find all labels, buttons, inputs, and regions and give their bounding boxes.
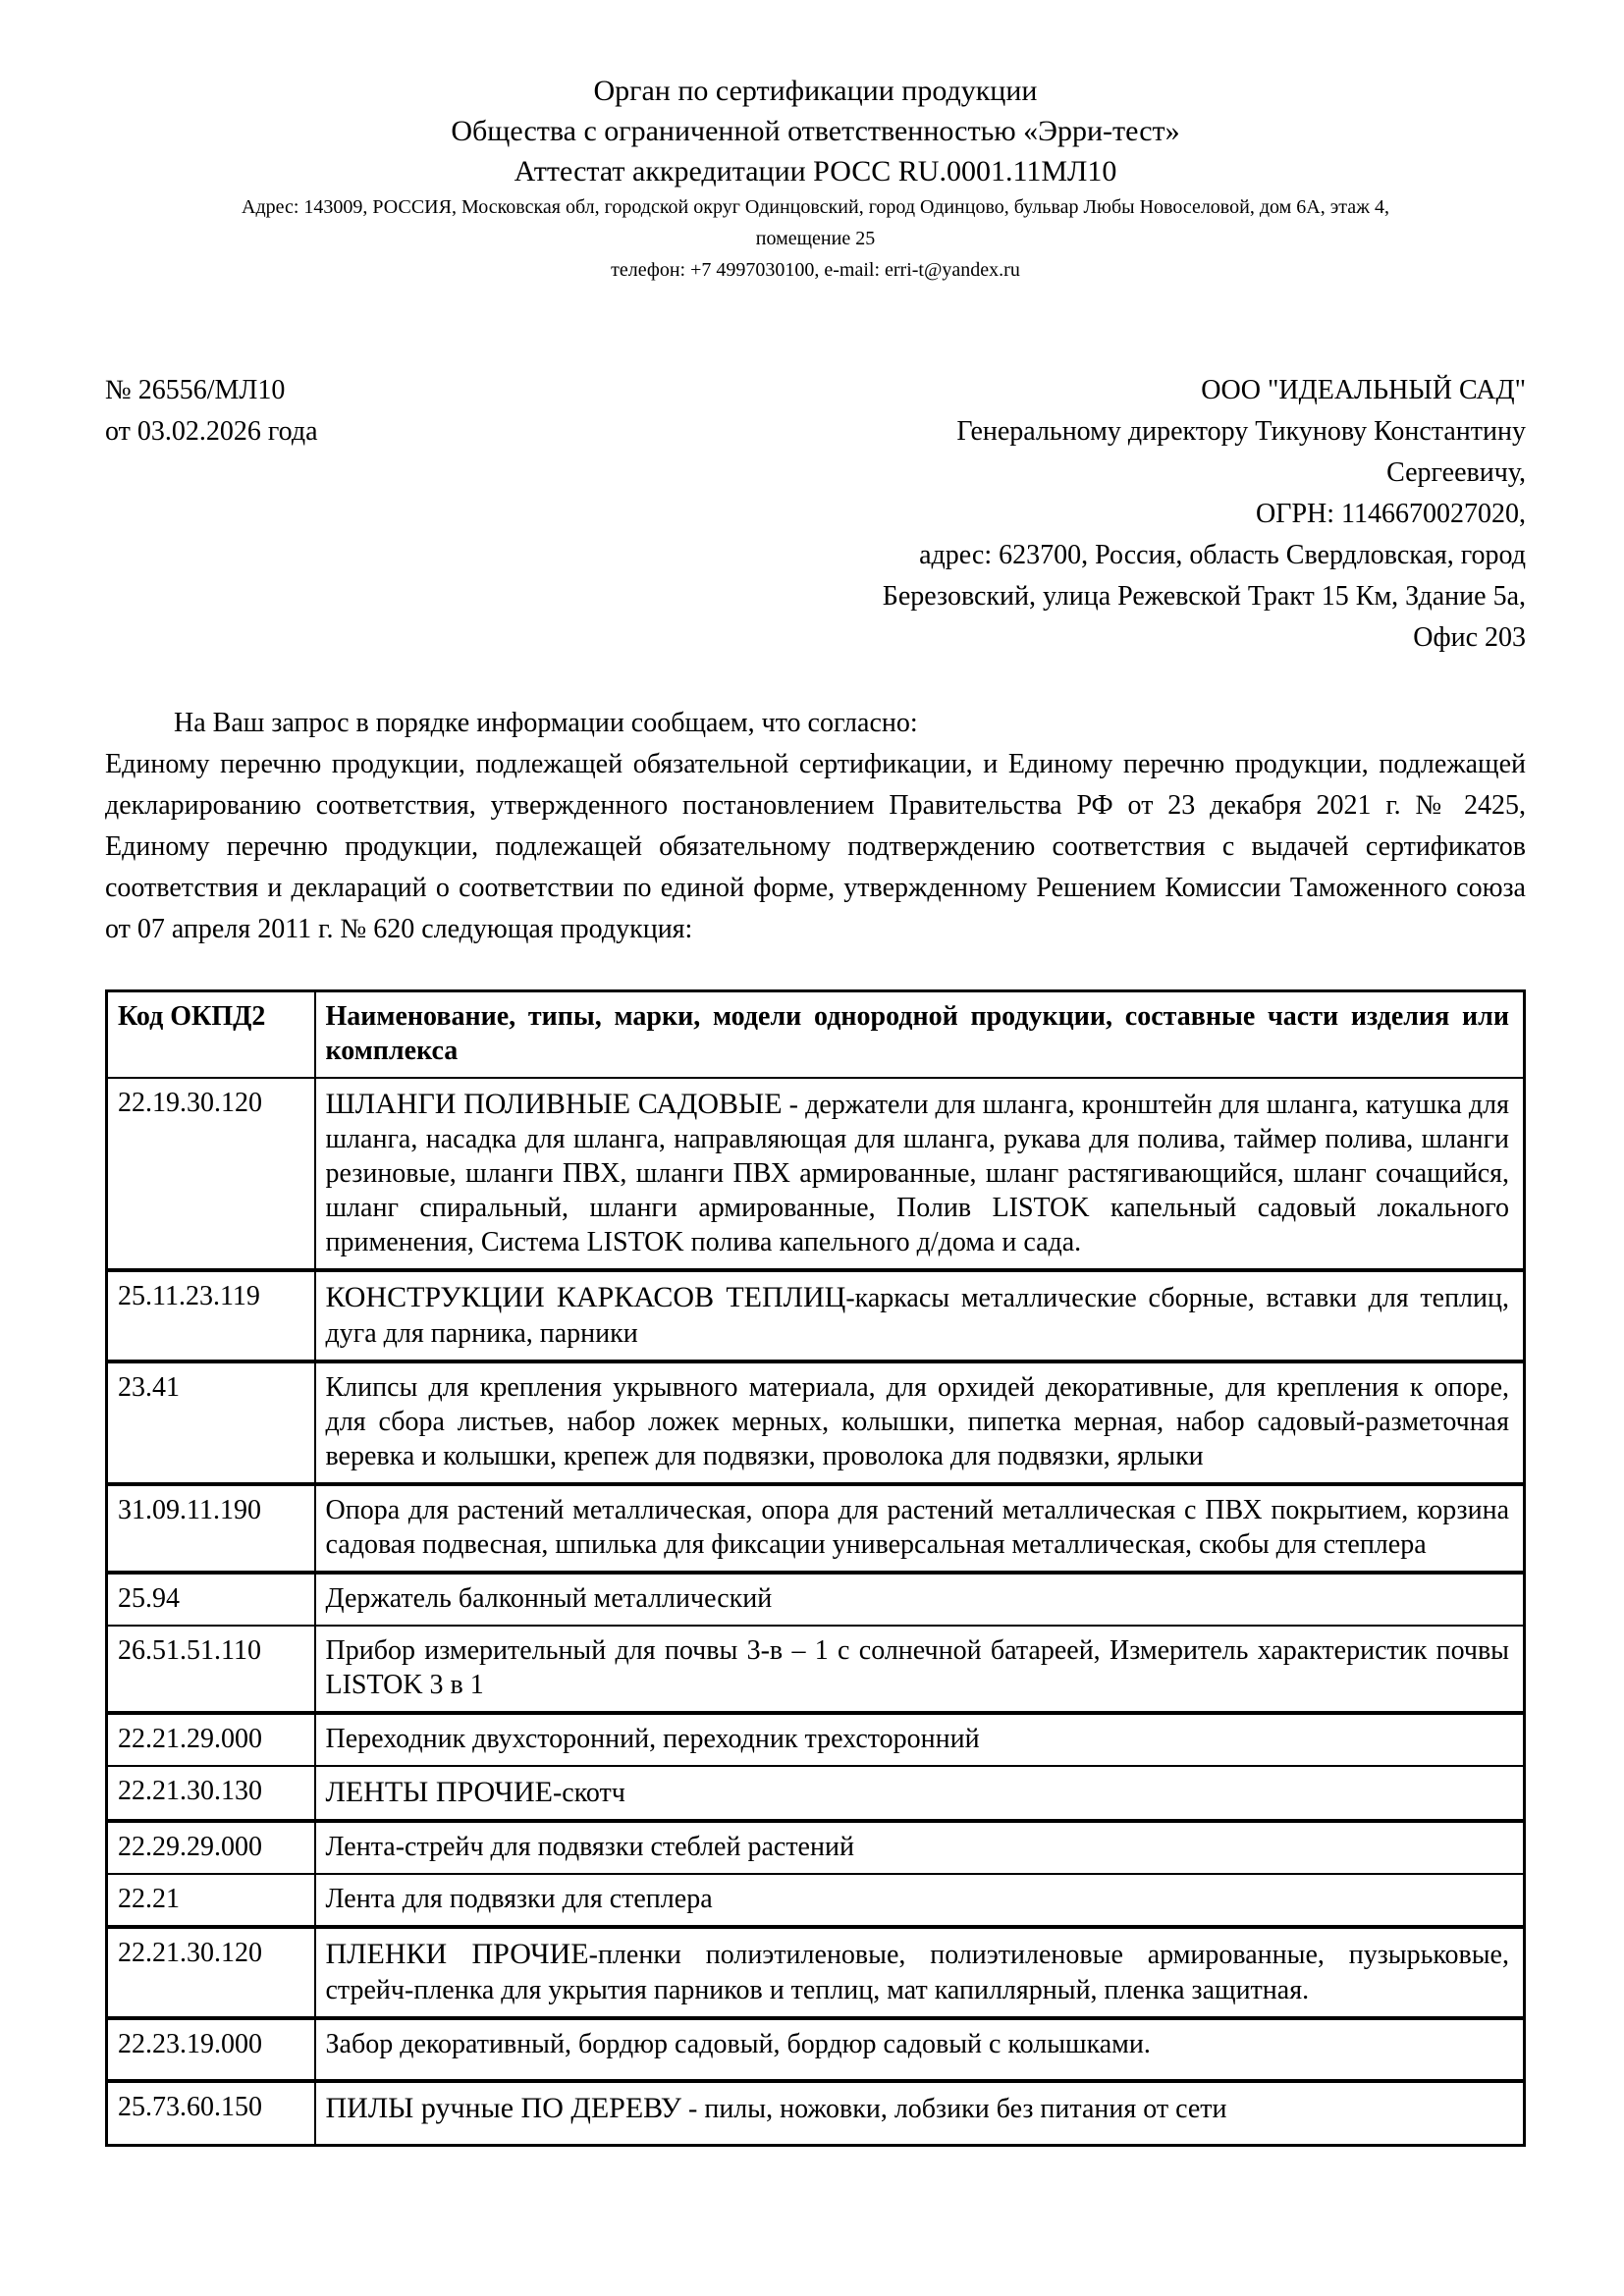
recipient-line: Березовский, улица Режевской Тракт 15 Км, Здание 5а, <box>882 581 1526 613</box>
table-row <box>107 1362 1525 1484</box>
products-table <box>105 989 1526 2148</box>
column-header-name: Наименование, типы, марки, модели однородной продукции, составные части изделия или комплекса <box>325 1000 1509 1066</box>
product-detail-text: Переходник двухсторонний, переходник трехсторонний <box>325 1723 980 1754</box>
main-paragraph: Единому перечню продукции, подлежащей обязательной сертификации, и Единому перечню продукции, подлежащей декларированию соответствия, утвержденного постановлением Правительства РФ от 23 декабря 2021 г. № 2425, Единому перечню продукции, подлежащей обязательному подтверждению соответствия с выдачей сертификатов соответствия и деклараций о соответствии по единой форме, утвержденному Решением Комиссии Таможенного союза от 07 апреля 2011 г. № 620 следующая продукция: <box>105 748 1526 944</box>
product-detail-text: -пленки полиэтиленовые, полиэтиленовые армированные, пузырьковые, стрейч-пленка для укрытия парников и теплиц, мат капиллярный, пленка защитная. <box>325 1940 1509 2005</box>
letterhead <box>105 71 1526 286</box>
table-row <box>107 1927 1525 2018</box>
okpd2-code: 22.29.29.000 <box>107 1821 315 1874</box>
product-description <box>315 1484 1525 1573</box>
recipient-line: адрес: 623700, Россия, область Свердловская, город <box>919 540 1526 571</box>
okpd2-code: 22.21.29.000 <box>107 1713 315 1766</box>
okpd2-code: 26.51.51.110 <box>107 1626 315 1713</box>
org-title-line-1: Орган по сертификации продукции <box>593 75 1038 107</box>
okpd2-code: 25.73.60.150 <box>107 2081 315 2146</box>
recipient-line: ООО "ИДЕАЛЬНЫЙ САД" <box>1201 375 1526 406</box>
product-description <box>315 1270 1525 1362</box>
table-row <box>107 1573 1525 1626</box>
okpd2-code: 22.21.30.130 <box>107 1766 315 1822</box>
letter-number: № 26556/МЛ10 <box>105 375 286 406</box>
okpd2-code: 31.09.11.190 <box>107 1484 315 1573</box>
product-description <box>315 2081 1525 2146</box>
product-description <box>315 1713 1525 1766</box>
table-row <box>107 2081 1525 2146</box>
recipient-line: Сергеевичу, <box>1386 457 1526 489</box>
okpd2-code: 22.21 <box>107 1874 315 1927</box>
table-header-row <box>107 990 1525 1078</box>
product-detail-text: Опора для растений металлическая, опора для растений металлическая с ПВХ покрытием, корзина садовая подвесная, шпилька для фиксации универсальная металлическая, скобы для степлера <box>325 1494 1509 1560</box>
product-detail-text: Забор декоративный, бордюр садовый, бордюр садовый с колышками. <box>325 2028 1151 2059</box>
product-description <box>315 1573 1525 1626</box>
product-description <box>315 1927 1525 2018</box>
product-description <box>315 1362 1525 1484</box>
table-row <box>107 1874 1525 1927</box>
product-detail-text: Клипсы для крепления укрывного материала, для орхидей декоративные, для крепления к опоре, для сбора листьев, набор ложек мерных, колышки, пипетка мерная, набор садовый-разметочная веревка и колышки, крепеж для подвязки, проволока для подвязки, ярлыки <box>325 1371 1509 1471</box>
okpd2-code: 22.21.30.120 <box>107 1927 315 2018</box>
recipient-line: Генеральному директору Тикунову Константину <box>956 416 1526 448</box>
okpd2-code: 22.23.19.000 <box>107 2018 315 2081</box>
product-description <box>315 1821 1525 1874</box>
letter-date: от 03.02.2026 года <box>105 416 318 448</box>
org-contacts-line: телефон: +7 4997030100, e-mail: erri-t@yandex.ru <box>611 259 1020 282</box>
recipient-line: ОГРН: 1146670027020, <box>1256 499 1526 530</box>
product-category-caps: ПИЛЫ ручные ПО ДЕРЕВУ <box>325 2091 682 2124</box>
products-table-header <box>107 990 1525 1078</box>
okpd2-code: 22.19.30.120 <box>107 1078 315 1271</box>
okpd2-code: 25.11.23.119 <box>107 1270 315 1362</box>
product-description <box>315 2018 1525 2081</box>
table-row <box>107 1078 1525 1271</box>
product-detail-text: - пилы, ножовки, лобзики без питания от сети <box>681 2093 1227 2124</box>
org-address-line-1: Адрес: 143009, РОССИЯ, Московская обл, городской округ Одинцовский, город Одинцово, бульвар Любы Новоселовой, дом 6А, этаж 4, <box>242 196 1389 219</box>
org-address-line-2: помещение 25 <box>755 228 876 250</box>
recipient-block <box>554 370 1526 659</box>
product-description <box>315 1874 1525 1927</box>
product-detail-text: Лента для подвязки для степлера <box>325 1884 713 1915</box>
okpd2-code: 23.41 <box>107 1362 315 1484</box>
table-row <box>107 1713 1525 1766</box>
product-category-caps: КОНСТРУКЦИИ КАРКАСОВ ТЕПЛИЦ <box>325 1281 846 1314</box>
recipient-line: Офис 203 <box>1413 622 1526 654</box>
product-detail-text: -скотч <box>552 1777 625 1808</box>
outgoing-reference-block <box>105 370 318 453</box>
letter-body <box>105 704 1526 950</box>
product-description <box>315 1626 1525 1713</box>
intro-paragraph: На Ваш запрос в порядке информации сообщаем, что согласно: <box>174 708 918 739</box>
table-row <box>107 1484 1525 1573</box>
reference-and-recipient-row <box>105 370 1526 659</box>
product-detail-text: Держатель балконный металлический <box>325 1582 773 1614</box>
table-row <box>107 2018 1525 2081</box>
product-description <box>315 1078 1525 1271</box>
org-title-line-2: Общества с ограниченной ответственностью «Эрри-тест» <box>451 115 1180 148</box>
product-category-caps: ШЛАНГИ ПОЛИВНЫЕ САДОВЫЕ <box>325 1087 783 1120</box>
product-detail-text: Лента-стрейч для подвязки стеблей растений <box>325 1832 854 1863</box>
table-body <box>107 1078 1525 2146</box>
product-description <box>315 1766 1525 1822</box>
table-row <box>107 1821 1525 1874</box>
okpd2-code: 25.94 <box>107 1573 315 1626</box>
accreditation-line: Аттестат аккредитации РОСС RU.0001.11МЛ10 <box>514 155 1117 188</box>
product-detail-text: -каркасы металлические сборные, вставки для теплиц, дуга для парника, парники <box>325 1283 1510 1349</box>
product-category-caps: ЛЕНТЫ ПРОЧИЕ <box>325 1775 553 1808</box>
product-detail-text: Прибор измерительный для почвы 3-в – 1 с солнечной батареей, Измеритель характеристик почвы LISTOK 3 в 1 <box>325 1634 1509 1700</box>
column-header-okpd2: Код ОКПД2 <box>107 990 315 1078</box>
table-row <box>107 1270 1525 1362</box>
product-category-caps: ПЛЕНКИ ПРОЧИЕ <box>325 1938 589 1971</box>
product-detail-text: - держатели для шланга, кронштейн для шланга, катушка для шланга, насадка для шланга, направляющая для шланга, рукава для полива, таймер полива, шланги резиновые, шланги ПВХ, шланги ПВХ армированные, шланг растягивающийся, шланг сочащийся, шланг спиральный, шланги армированные, Полив LISTOK капельный садовый локального применения, Система LISTOK полива капельного д/дома и сада. <box>325 1089 1510 1258</box>
table-row <box>107 1766 1525 1822</box>
table-row <box>107 1626 1525 1713</box>
